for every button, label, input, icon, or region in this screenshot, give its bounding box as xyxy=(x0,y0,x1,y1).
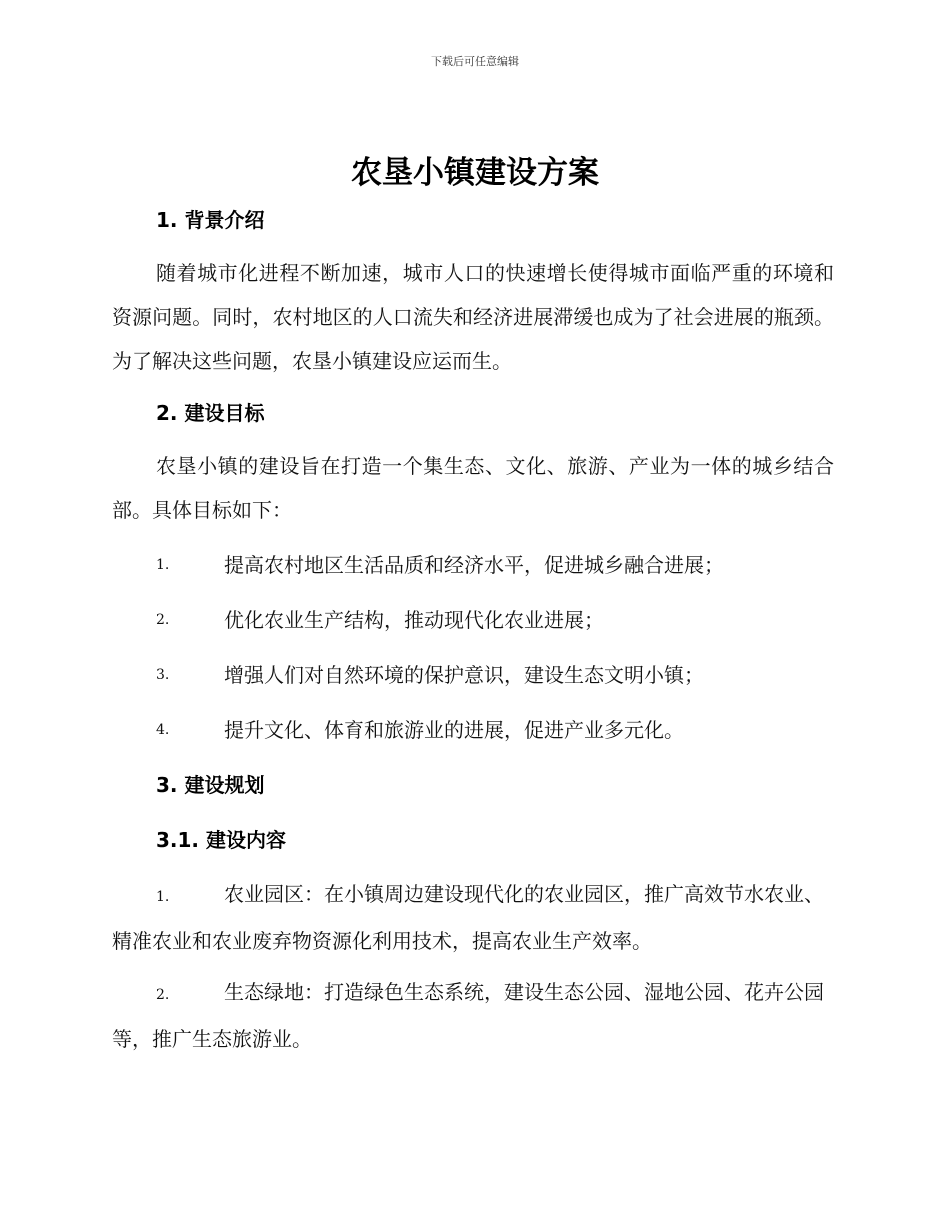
list-number: 1. xyxy=(156,889,170,905)
header-note: 下载后可任意编辑 xyxy=(431,55,519,68)
list-text: 提升文化、体育和旅游业的进展，促进产业多元化。 xyxy=(224,718,684,742)
list-number: 3. xyxy=(156,667,170,683)
list-text: 农业园区：在小镇周边建设现代化的农业园区，推广高效节水农业、精准农业和农业废弃物资源化利用技术，提高农业生产效率。 xyxy=(112,882,824,953)
section-heading-background: 1. 背景介绍 xyxy=(156,208,265,232)
list-number: 1. xyxy=(156,557,170,573)
background-paragraph: 随着城市化进程不断加速，城市人口的快速增长使得城市面临严重的环境和资源问题。同时，农村地区的人口流失和经济进展滞缓也成为了社会进展的瓶颈。为了解决这些问题，农垦小镇建设应运而生。 xyxy=(112,261,834,373)
goals-paragraph: 农垦小镇的建设旨在打造一个集生态、文化、旅游、产业为一体的城乡结合部。具体目标如下： xyxy=(112,454,834,522)
planning-item-1 xyxy=(112,872,834,963)
list-number: 4. xyxy=(156,722,170,738)
document-title: 农垦小镇建设方案 xyxy=(351,155,599,191)
subsection-heading-content: 3.1. 建设内容 xyxy=(156,828,286,852)
section-heading-goals: 2. 建设目标 xyxy=(156,401,265,425)
list-text: 优化农业生产结构，推动现代化农业进展； xyxy=(224,608,604,632)
list-text: 提高农村地区生活品质和经济水平，促进城乡融合进展； xyxy=(224,553,724,577)
planning-item-2 xyxy=(112,970,834,1061)
list-text: 生态绿地：打造绿色生态系统，建设生态公园、湿地公园、花卉公园等，推广生态旅游业。 xyxy=(112,980,824,1051)
list-number: 2. xyxy=(156,987,170,1003)
list-text: 增强人们对自然环境的保护意识，建设生态文明小镇； xyxy=(224,663,704,687)
list-number: 2. xyxy=(156,612,170,628)
section-heading-planning: 3. 建设规划 xyxy=(156,773,265,797)
